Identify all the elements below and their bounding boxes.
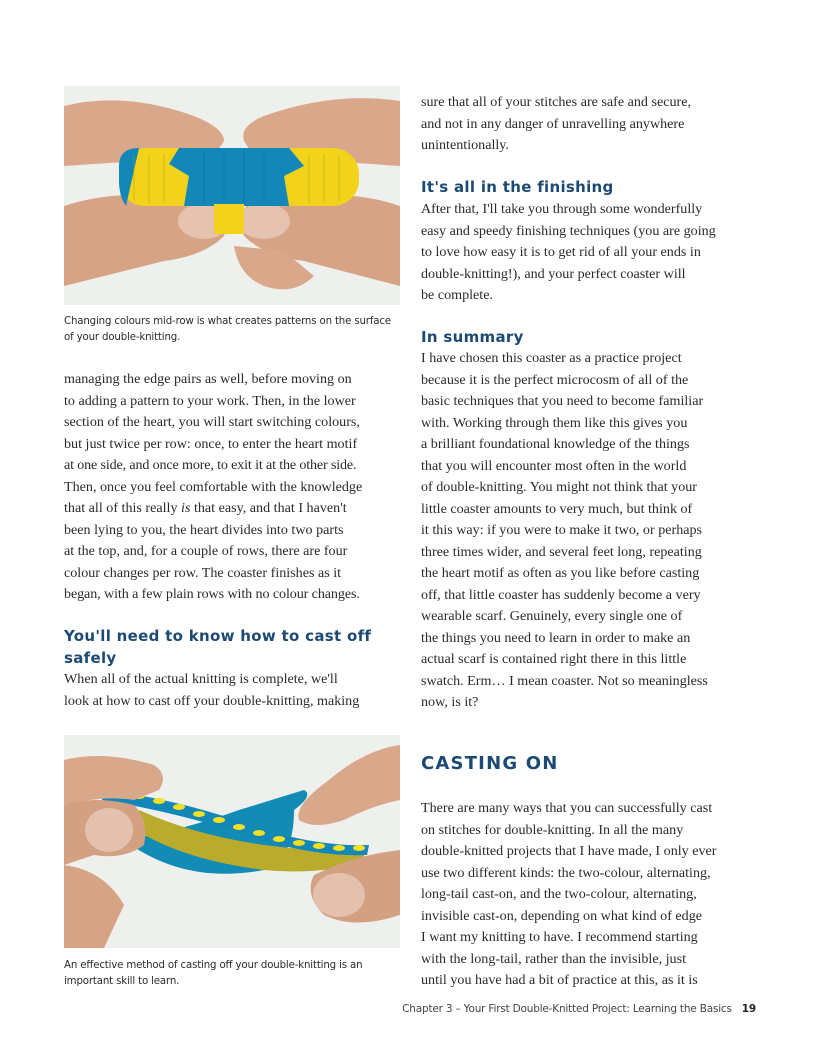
text-line: began, with a few plain rows with no colour changes. (64, 586, 360, 602)
text-line: the heart motif as often as you like before casting (421, 565, 700, 581)
text-line: invisible cast-on, depending on what kind of edge (421, 907, 703, 924)
right-paragraph-finishing (421, 199, 761, 307)
text-line: use two different kinds: the two-colour, alternating, (421, 864, 711, 881)
text-line: that you will encounter most often in the world (421, 457, 687, 474)
text-line: because it is the perfect microcosm of all of the (421, 371, 689, 388)
text-line: managing the edge pairs as well, before moving on (64, 371, 352, 387)
text-line: double-knitting!), and your perfect coaster will (421, 265, 686, 282)
left-paragraph-1 (64, 369, 404, 606)
right-paragraph-continued (421, 92, 761, 157)
page-footer (402, 1003, 756, 1015)
text-line: sure that all of your stitches are safe and secure, (421, 94, 692, 110)
text-line: at one side, and once more, to exit it at the other side. (64, 457, 357, 473)
text-line: at the top, and, for a couple of rows, there are four (64, 543, 348, 559)
text-line: to adding a pattern to your work. Then, in the lower (64, 392, 356, 409)
right-paragraph-summary (421, 348, 766, 714)
text-line: Then, once you feel comfortable with the knowledge (64, 478, 363, 495)
caption-line: of your double-knitting. (64, 332, 181, 343)
text-run: that all of this really (64, 500, 182, 516)
text-line: wearable scarf. Genuinely, every single one of (421, 608, 683, 624)
emphasis-is: is (181, 500, 191, 516)
caption-line: An effective method of casting off your double-knitting is an (64, 960, 363, 971)
text-line: the things you need to learn in order to make an (421, 629, 691, 646)
text-line: off, that little coaster has suddenly become a very (421, 586, 701, 603)
text-line: but just twice per row: once, to enter the heart motif (64, 435, 358, 452)
text-line: been lying to you, the heart divides into two parts (64, 521, 344, 538)
photo-cast-off-edge-illustration (64, 735, 400, 948)
photo-double-knit-tube-illustration (64, 86, 400, 305)
text-line: There are many ways that you can successfully cast (421, 800, 713, 816)
page-number: 19 (741, 1003, 756, 1015)
photo1-caption (64, 314, 404, 346)
text-run: that easy, and that I haven't (190, 500, 347, 516)
text-line: a brilliant foundational knowledge of the things (421, 436, 690, 452)
right-paragraph-casting-on (421, 798, 766, 992)
text-line: look at how to cast off your double-knitting, making (64, 692, 360, 709)
text-line: I have chosen this coaster as a practice project (421, 350, 682, 366)
heading-line: You'll need to know how to cast off (64, 627, 372, 645)
text-line: it this way: if you were to make it two, or perhaps (421, 522, 703, 538)
text-line: I want my knitting to have. I recommend starting (421, 929, 698, 945)
text-line: basic techniques that you need to become familiar (421, 393, 704, 409)
text-line: with the long-tail, rather than the invisible, just (421, 950, 686, 967)
text-line: to love how easy it is to get rid of all your ends in (421, 244, 701, 260)
photo-cast-off-edge (64, 735, 400, 948)
heading-finishing: It's all in the finishing (421, 178, 614, 196)
text-line: little coaster amounts to very much, but think of (421, 500, 693, 517)
text-line (64, 498, 404, 520)
caption-line: Changing colours mid-row is what creates patterns on the surface (64, 316, 391, 327)
text-line: colour changes per row. The coaster finishes as it (64, 564, 342, 581)
text-line: now, is it? (421, 694, 479, 710)
heading-line: safely (64, 649, 117, 667)
text-line: three times wider, and several feet long, repeating (421, 543, 702, 560)
text-line: and not in any danger of unravelling anywhere (421, 115, 685, 132)
running-title: Chapter 3 – Your First Double-Knitted Project: Learning the Basics (402, 1003, 732, 1015)
text-line: on stitches for double-knitting. In all the many (421, 821, 684, 838)
text-line: be complete. (421, 287, 494, 303)
heading-summary: In summary (421, 328, 524, 346)
caption-line: important skill to learn. (64, 976, 180, 987)
text-line: easy and speedy finishing techniques (you are going (421, 222, 716, 239)
text-line: double-knitted projects that I have made, I only ever (421, 843, 717, 859)
text-line: of double-knitting. You might not think that your (421, 479, 698, 495)
photo-double-knit-tube (64, 86, 400, 305)
text-line: unintentionally. (421, 137, 509, 153)
left-paragraph-2 (64, 669, 404, 712)
photo2-caption (64, 958, 404, 990)
text-line: until you have had a bit of practice at this, as it is (421, 972, 698, 988)
text-line: swatch. Erm… I mean coaster. Not so meaningless (421, 672, 708, 689)
text-line: long-tail cast-on, and the two-colour, alternating, (421, 886, 697, 902)
text-line: After that, I'll take you through some wonderfully (421, 201, 703, 217)
text-line: When all of the actual knitting is complete, we'll (64, 671, 338, 687)
text-line: actual scarf is contained right there in this little (421, 651, 687, 667)
heading-casting-on: CASTING ON (421, 753, 559, 774)
text-line: with. Working through them like this gives you (421, 414, 688, 431)
heading-cast-off (64, 625, 409, 669)
text-line: section of the heart, you will start switching colours, (64, 414, 360, 430)
